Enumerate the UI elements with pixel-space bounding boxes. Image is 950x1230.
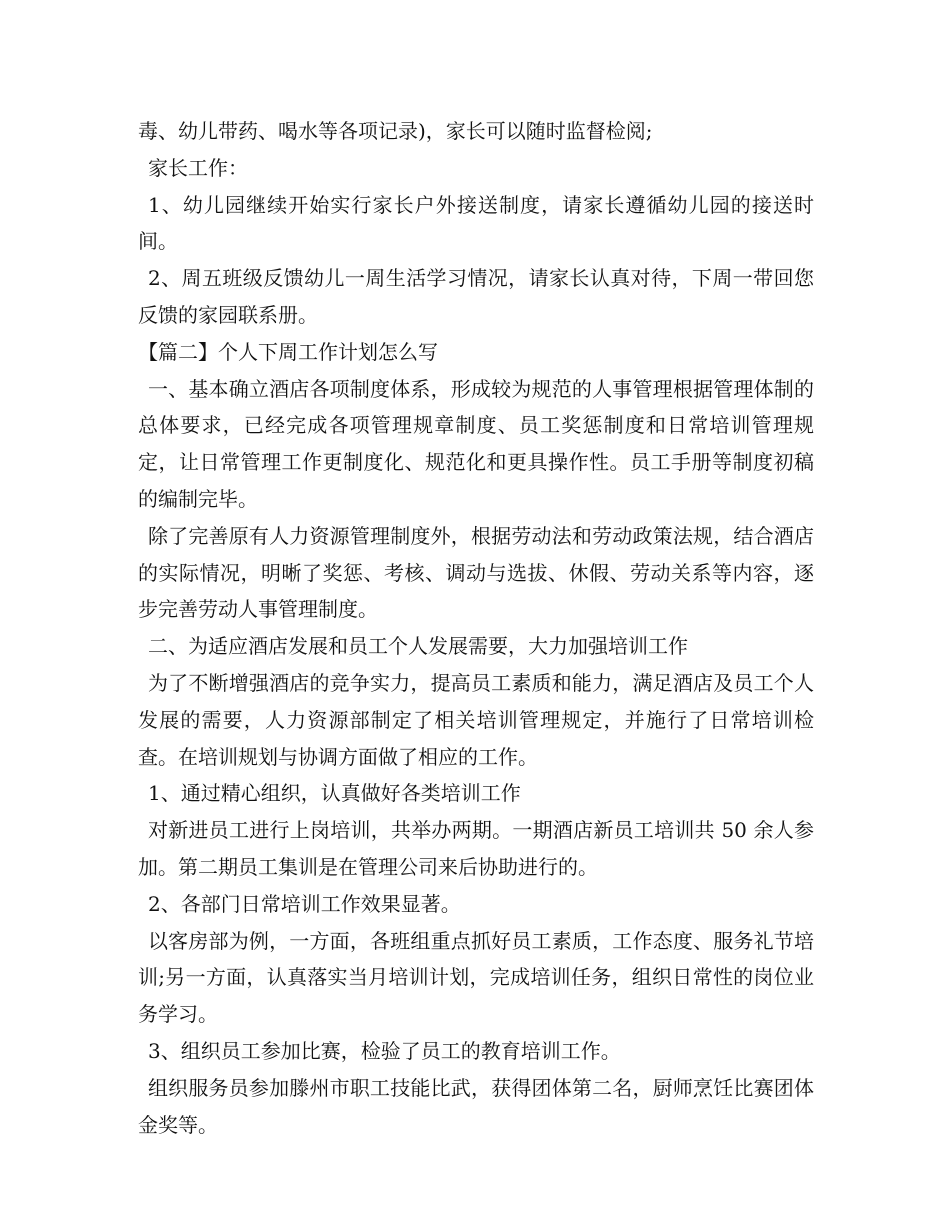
- paragraph-training-heading: 二、为适应酒店发展和员工个人发展需要，大力加强培训工作: [148, 634, 688, 659]
- section-heading-part-two: 【篇二】个人下周工作计划怎么写: [138, 339, 438, 364]
- paragraph-parent-work-heading: 家长工作：: [148, 155, 248, 180]
- paragraph-housekeeping-example: 以客房部为例，一方面，各班组重点抓好员工素质，工作态度、服务礼节培训;另一方面，认真落实当月培训计划，完成培训任务，组织日常性的岗位业务学习。: [138, 928, 814, 1027]
- paragraph-parent-item-1: 1、幼儿园继续开始实行家长户外接送制度，请家长遵循幼儿园的接送时间。: [138, 192, 814, 254]
- paragraph-continuation: 毒、幼儿带药、喝水等各项记录)，家长可以随时监督检阅;: [138, 119, 653, 143]
- paragraph-system-establishment: 一、基本确立酒店各项制度体系，形成较为规范的人事管理根据管理体制的总体要求，已经完成各项管理规章制度、员工奖惩制度和日常培训管理规定，让日常管理工作更制度化、规范化和更具操作性。员工手册等制度初稿的编制完毕。: [138, 376, 814, 511]
- paragraph-parent-item-2: 2、周五班级反馈幼儿一周生活学习情况，请家长认真对待，下周一带回您反馈的家园联系册。: [138, 266, 814, 327]
- paragraph-new-employee-training: 对新进员工进行上岗培训，共举办两期。一期酒店新员工培训共 50 余人参加。第二期员工集训是在管理公司来后协助进行的。: [138, 818, 814, 879]
- paragraph-training-item-2: 2、各部门日常培训工作效果显著。: [148, 891, 461, 916]
- paragraph-training-item-3: 3、组织员工参加比赛，检验了员工的教育培训工作。: [148, 1038, 621, 1063]
- paragraph-training-item-1: 1、通过精心组织，认真做好各类培训工作: [148, 781, 521, 806]
- paragraph-training-overview: 为了不断增强酒店的竞争实力，提高员工素质和能力，满足酒店及员工个人发展的需要，人力资源部制定了相关培训管理规定，并施行了日常培训检查。在培训规划与协调方面做了相应的工作。: [138, 670, 814, 769]
- document-body: [138, 113, 814, 1143]
- paragraph-hr-system-improvement: 除了完善原有人力资源管理制度外，根据劳动法和劳动政策法规，结合酒店的实际情况，明晰了奖惩、考核、调动与选拔、休假、劳动关系等内容，逐步完善劳动人事管理制度。: [138, 523, 814, 622]
- paragraph-competition-results: 组织服务员参加滕州市职工技能比武，获得团体第二名，厨师烹饪比赛团体金奖等。: [138, 1075, 814, 1137]
